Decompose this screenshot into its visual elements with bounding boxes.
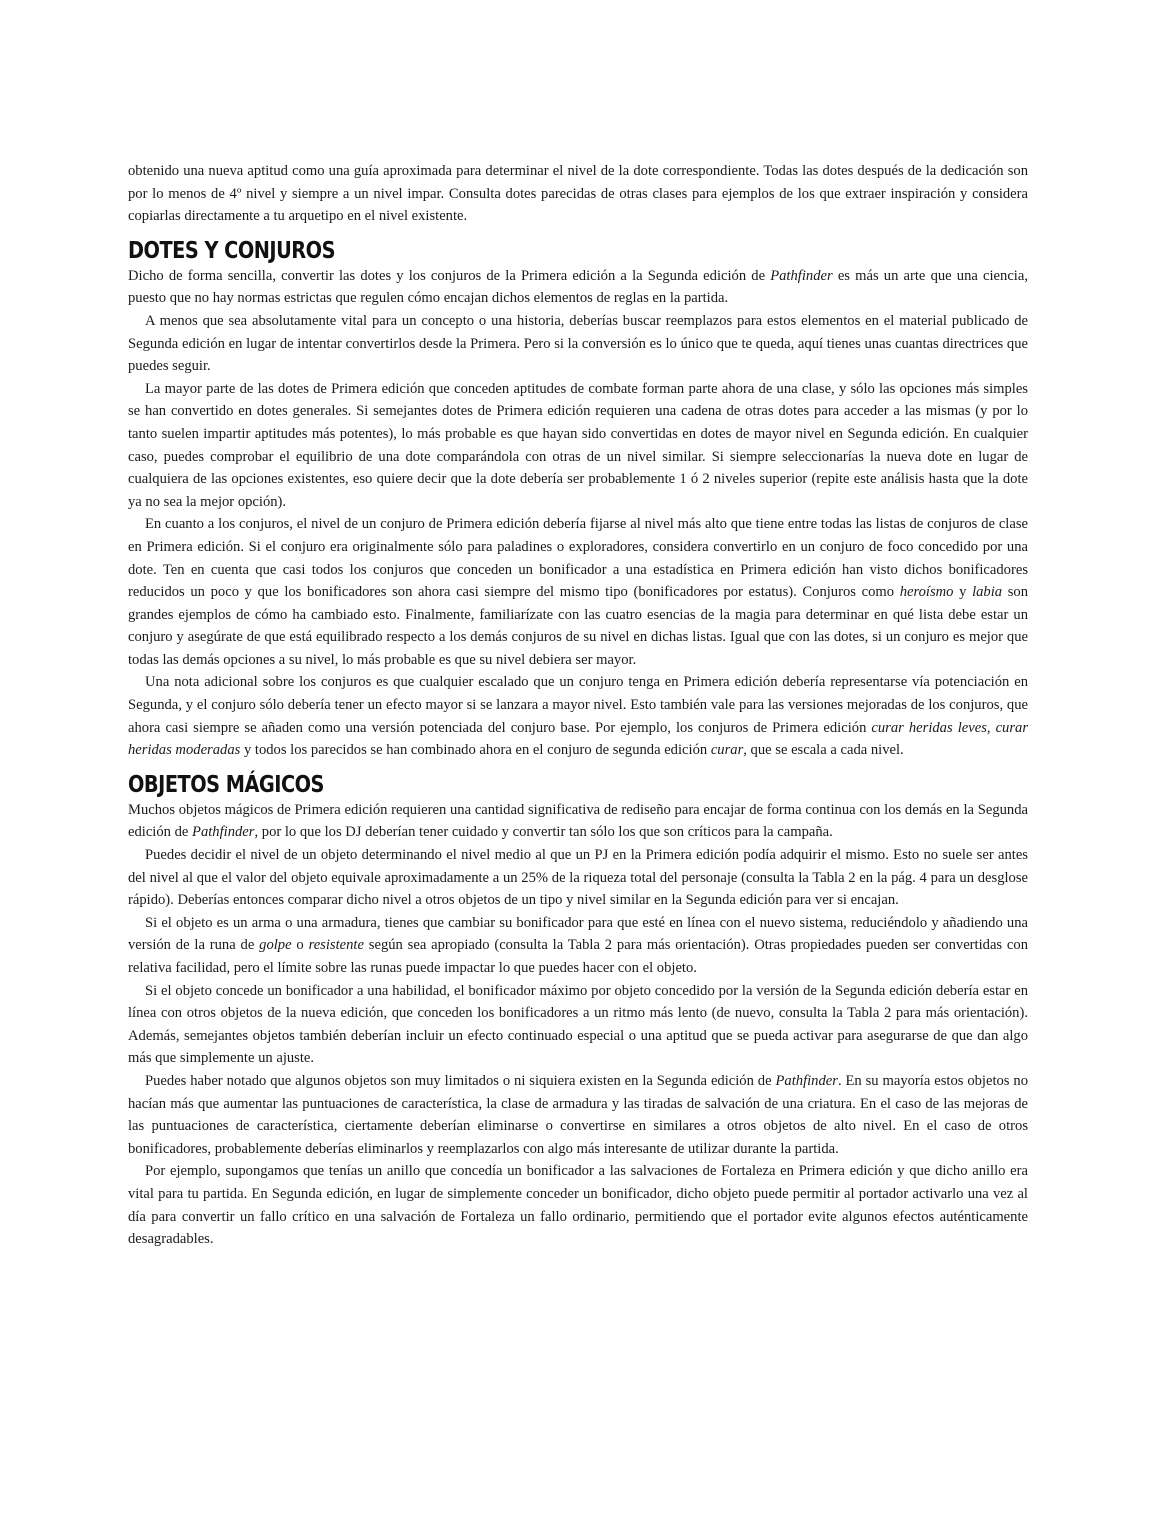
text-run: Puedes haber notado que algunos objetos son muy limitados o ni siquiera existen en la Segunda edición de: [145, 1072, 776, 1089]
text-run: Si el objeto concede un bonificador a una habilidad, el bonificador máximo por objeto concedido por la versión de la Segunda edición debería estar en línea con otros objetos de la nueva edición, que conceden los bonificadores a un ritmo más lento (de nuevo, consulta la Tabla 2 para más orientación). Además, semejantes objetos también deberían incluir un efecto continuado especial o una aptitud que se pueda activar para asegurarse de que dan algo más que simplemente un ajuste.: [128, 982, 1028, 1067]
italic-term: golpe: [259, 937, 292, 954]
text-run: . En su mayoría estos objetos no hacían más que aumentar las puntuaciones de característica, la clase de armadura y las tiradas de salvación de una criatura. En el caso de las mejoras de las puntuaciones de característica, ciertamente deberían eliminarse o convertirse en similares a otros objetos de alto nivel. En el caso de otros bonificadores, probablemente deberías eliminarlos y reemplazarlos con algo más interesante de utilizar durante la partida.: [128, 1072, 1028, 1157]
section-heading: DOTES Y CONJUROS: [128, 237, 335, 264]
paragraph: [128, 799, 1028, 844]
text-run: Si el objeto es un arma o una armadura, tienes que cambiar su bonificador para que esté en línea con el nuevo sistema, reduciéndolo y añadiendo una versión de la runa de: [128, 914, 1028, 954]
italic-term: resistente: [308, 937, 364, 954]
text-run: es más un arte que una ciencia, puesto que no hay normas estrictas que regulen cómo encajan dichos elementos de reglas en la partida.: [128, 267, 1028, 307]
text-run: según sea apropiado (consulta la Tabla 2 para más orientación). Otras propiedades pueden ser convertidas con relativa facilidad, pero el límite sobre las runas puede impactar lo que puedes hacer con el objeto.: [128, 937, 1029, 976]
text-run: Puedes decidir el nivel de un objeto determinando el nivel medio al que un PJ en la Primera edición podía adquirir el mismo. Esto no suele ser antes del nivel al que el valor del objeto equivale aproximadamente a un 25% de la riqueza total del personaje (consulta la Tabla 2 en la pág. 4 para un desglose rápido). Deberías entonces comparar dicho nivel a otros objetos de un tipo y nivel similar en la Segunda edición para ver si encajan.: [128, 847, 1028, 909]
paragraph: [128, 513, 1028, 671]
paragraph: [128, 265, 1028, 310]
italic-term: curar heridas leves, curar heridas moderadas: [128, 719, 1028, 759]
text-run: A menos que sea absolutamente vital para un concepto o una historia, deberías buscar reemplazos para estos elementos en el material publicado de Segunda edición en lugar de intentar convertirlos desde la Primera. Pero si la conversión es lo único que te queda, aquí tienes unas cuantas directrices que puedes seguir.: [128, 312, 1028, 375]
text-run: o: [291, 937, 309, 954]
text-run: Por ejemplo, supongamos que tenías un anillo que concedía un bonificador a las salvaciones de Fortaleza en Primera edición y que dicho anillo era vital para tu partida. En Segunda edición, en lugar de simplemente conceder un bonificador, dicho objeto puede permitir al portador activarlo una vez al día para convertir un fallo crítico en una salvación de Fortaleza un fallo ordinario, permitiendo que el portador evite algunos efectos auténticamente desagradables.: [128, 1163, 1028, 1248]
italic-term: Pathfinder: [770, 267, 833, 284]
paragraph: [128, 378, 1028, 514]
text-run: y: [953, 584, 973, 601]
section-dotes: [128, 236, 1028, 762]
text-run: son grandes ejemplos de cómo ha cambiado esto. Finalmente, familiarízate con las cuatro esencias de la magia para determinar en qué lista debe estar un conjuro y asegúrate de que está equilibrado respecto a los demás conjuros de su nivel en dichas listas. Igual que con las dotes, si un conjuro es mejor que todas las demás opciones a su nivel, lo más probable es que su nivel debiera ser mayor.: [128, 584, 1029, 668]
text-run: , por lo que los DJ deberían tener cuidado y convertir tan sólo los que son críticos para la campaña.: [254, 824, 833, 841]
section-objetos: [128, 770, 1028, 1251]
text-run: Una nota adicional sobre los conjuros es que cualquier escalado que un conjuro tenga en Primera edición debería representarse vía potenciación en Segunda, y el conjuro sólo debería tener un efecto mayor si se lanzara a mayor nivel. Esto también vale para las versiones mejoradas de los conjuros, que ahora casi siempre se añaden como una versión potenciada del conjuro base. Por ejemplo, los conjuros de Primera edición: [128, 674, 1028, 736]
text-run: , que se escala a cada nivel.: [743, 742, 904, 759]
italic-term: Pathfinder: [192, 824, 255, 841]
paragraph: [128, 310, 1028, 378]
paragraph: [128, 980, 1028, 1070]
text-run: La mayor parte de las dotes de Primera edición que conceden aptitudes de combate forman parte ahora de una clase, y sólo las opciones más simples se han convertido en dotes generales. Si semejantes dotes de Primera edición requieren una cadena de otras dotes para acceder a las mismas (y por lo tanto suelen impartir aptitudes más potentes), lo más probable es que hayan sido convertidas en dotes de mayor nivel en Segunda edición. En cualquier caso, puedes comprobar el equilibrio de una dote comparándola con otras de un nivel similar. Si siempre seleccionarías la nueva dote en lugar de cualquiera de las opciones existentes, eso quiere decir que la dote debería ser probablemente 1 ó 2 niveles superior (repite este análisis hasta que la dote ya no sea la mejor opción).: [128, 380, 1028, 510]
paragraph: [128, 160, 1028, 228]
italic-term: Pathfinder: [775, 1072, 838, 1089]
paragraph: [128, 1070, 1028, 1160]
italic-term: heroísmo: [899, 584, 954, 601]
paragraph: [128, 912, 1028, 980]
section-heading: OBJETOS MÁGICOS: [128, 771, 324, 798]
paragraph: [128, 671, 1028, 761]
section-intro: [128, 160, 1028, 228]
text-run: En cuanto a los conjuros, el nivel de un conjuro de Primera edición debería fijarse al nivel más alto que tiene entre todas las listas de conjuros de clase en Primera edición. Si el conjuro era originalmente sólo para paladines o exploradores, considera convertirlo en un conjuro de foco concedido por una dote. Ten en cuenta que casi todos los conjuros que conceden un bonificador a una estadística en Primera edición han visto dichos bonificadores reducidos un poco y que los bonificadores son ahora casi siempre del mismo tipo (bonificadores por estatus). Conjuros como: [128, 516, 1028, 601]
text-run: Muchos objetos mágicos de Primera edición requieren una cantidad significativa de rediseño para encajar de forma continua con los demás en la Segunda edición de: [128, 801, 1028, 841]
italic-term: labia: [972, 584, 1003, 601]
text-run: obtenido una nueva aptitud como una guía aproximada para determinar el nivel de la dote correspondiente. Todas las dotes después de la dedicación son por lo menos de 4º nivel y siempre a un nivel impar. Consulta dotes parecidas de otras clases para ejemplos de los que extraer inspiración y considera copiarlas directamente a tu arquetipo en el nivel existente.: [128, 163, 1028, 225]
text-run: y todos los parecidos se han combinado ahora en el conjuro de segunda edición: [240, 742, 711, 759]
paragraph: [128, 1160, 1028, 1250]
page-body: [128, 160, 1028, 1251]
italic-term: curar: [710, 742, 744, 759]
text-run: Dicho de forma sencilla, convertir las dotes y los conjuros de la Primera edición a la Segunda edición de: [128, 267, 771, 284]
paragraph: [128, 844, 1028, 912]
